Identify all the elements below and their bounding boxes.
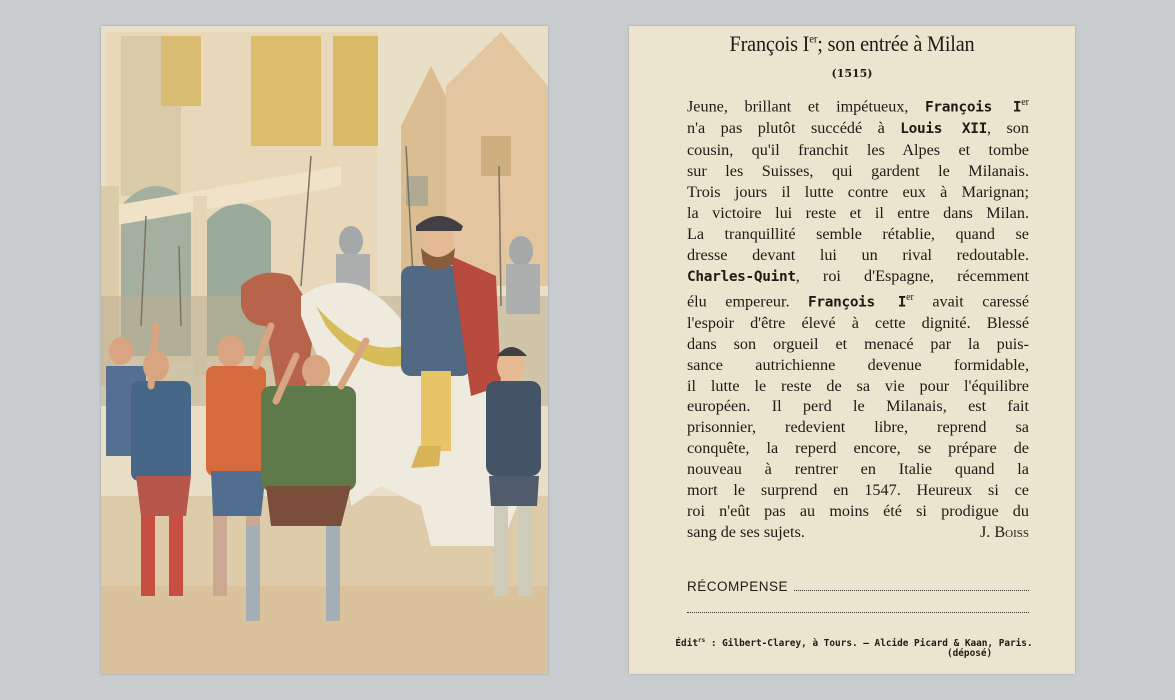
recompense-dotted-line	[794, 590, 1029, 591]
card-year: (1515)	[831, 67, 873, 80]
body-line: élu empereur. François Ier avait caressé	[687, 291, 1030, 310]
signature: J. Boiss	[979, 522, 1029, 541]
body-line: il lutte le reste de sa vie pour l'équilibre	[687, 376, 1029, 395]
recompense-field	[687, 579, 1029, 594]
publisher-line: Édit$^{rs}$ : Gilbert-Clarey, à Tours. — Alcide Picard & Kaan, Paris.	[675, 637, 1033, 650]
body-line: La tranquillité semble rétablie, quand se	[687, 224, 1029, 243]
body-line: dresse devant lui un rival redoutable.	[687, 245, 1029, 264]
body-line: roi n'eût pas au moins été si prodigue du	[687, 502, 1029, 520]
recompense-second-dotted-line	[687, 612, 1029, 613]
body-line: l'espoir d'être élevé à cette dignité. Blessé	[687, 313, 1029, 332]
body-line: nouveau à rentrer en Italie quand la	[687, 460, 1029, 479]
body-line: sance autrichienne devenue formidable,	[687, 355, 1029, 374]
body-line: n'a pas plutôt succédé à Louis XII, son	[687, 119, 1029, 138]
body-line: la victoire lui reste et il entre dans Milan.	[687, 203, 1029, 222]
depose-mark: (déposé)	[947, 648, 993, 659]
card-body-text	[687, 93, 1029, 543]
recompense-label: RÉCOMPENSE	[687, 579, 789, 594]
illustration-francis-entering-milan	[101, 26, 548, 674]
body-line: prisonnier, redevient libre, reprend sa	[687, 418, 1029, 437]
body-line: cousin, qu'il franchit les Alpes et tombe	[687, 141, 1029, 160]
body-line: dans son orgueil et menacé par la puis-	[687, 334, 1029, 353]
body-line: européen. Il perd le Milanais, est fait	[687, 397, 1029, 416]
illustration-card	[101, 26, 548, 674]
body-line: sur les Suisses, qui gardent le Milanais.	[687, 162, 1029, 181]
body-line: Trois jours il lutte contre eux à Marignan;	[687, 183, 1029, 202]
body-line: mort le surprend en 1547. Heureux si ce	[687, 481, 1029, 500]
body-line-last: sang de ses sujets. J. Boiss	[687, 522, 1029, 541]
body-line: conquête, la reperd encore, se prépare de	[687, 439, 1029, 458]
text-card	[629, 26, 1075, 674]
card-title: François Ier; son entrée à Milan	[729, 31, 975, 56]
body-line: Jeune, brillant et impétueux, François Ier	[687, 97, 1030, 116]
body-line: Charles-Quint, roi d'Espagne, récemment	[687, 266, 1029, 285]
